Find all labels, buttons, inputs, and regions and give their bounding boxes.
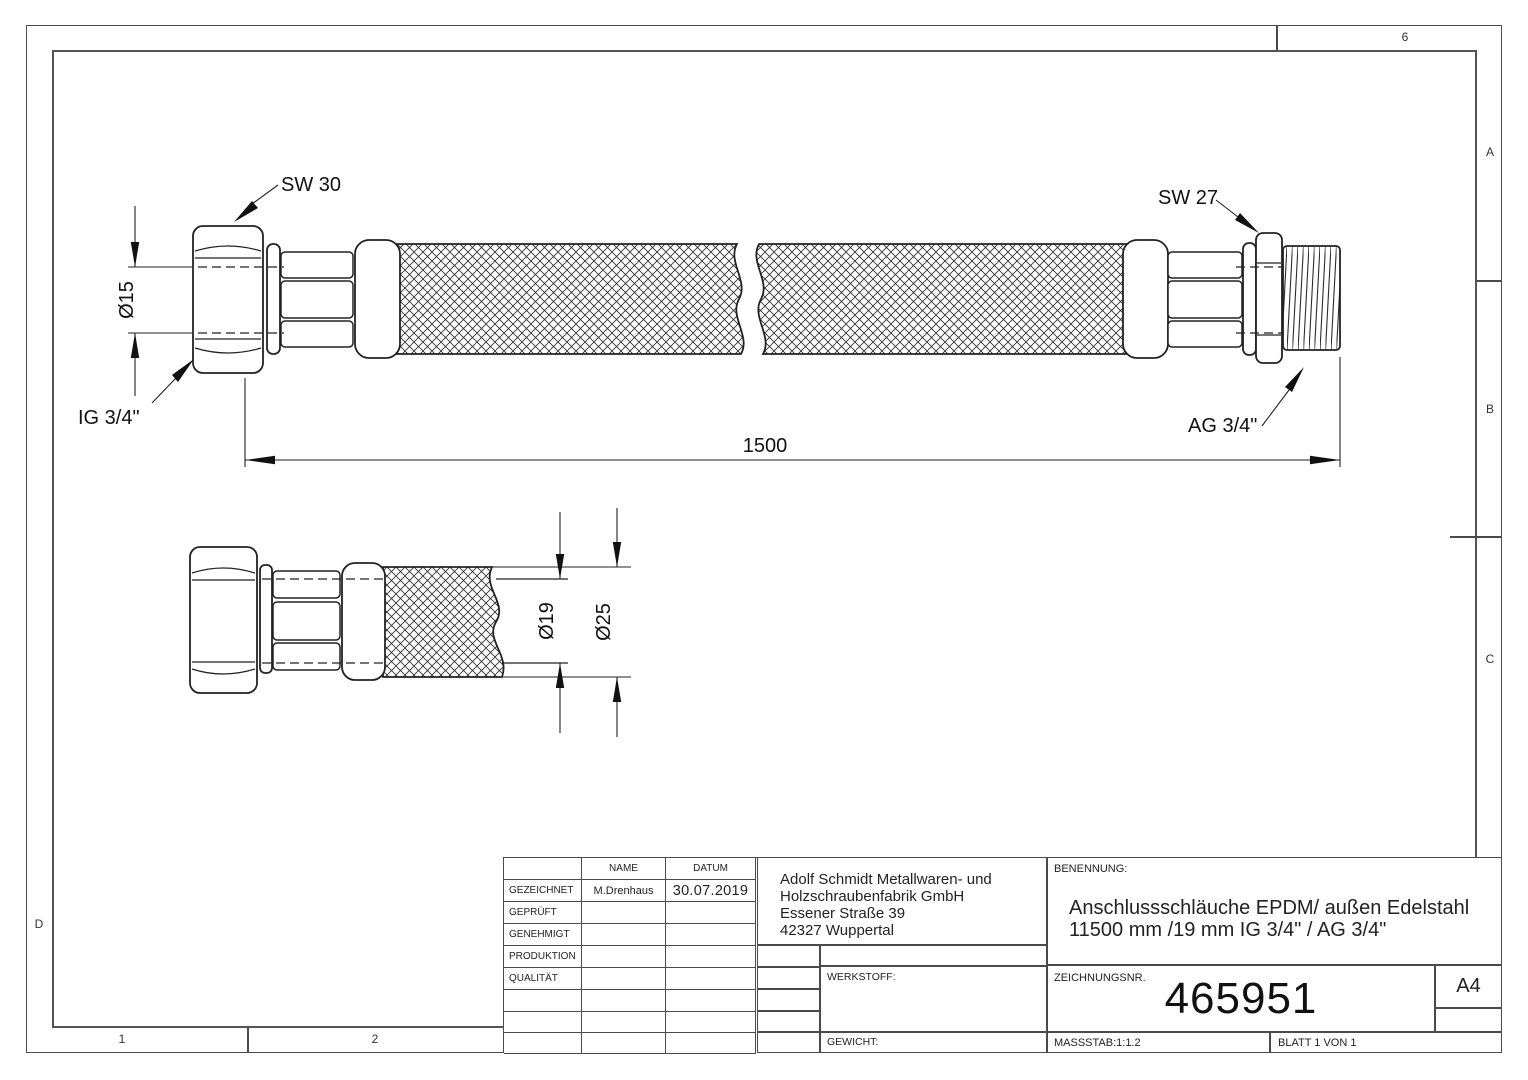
length-text: 1500 xyxy=(742,435,788,457)
hex-nut-detail xyxy=(190,547,257,693)
empty-cell xyxy=(820,945,1047,966)
hex-nut-left xyxy=(193,226,263,373)
braided-sleeve-detail xyxy=(383,567,504,677)
dia15-text: Ø15 xyxy=(116,281,138,319)
benennung-line1: Anschlussschläuche EPDM/ außen Edelstahl xyxy=(1069,897,1470,919)
empty-cell xyxy=(757,1011,820,1032)
sleeve-cap-right xyxy=(1123,240,1168,358)
crimp-ferrule-right xyxy=(1168,252,1242,347)
svg-text:IG 3/4": IG 3/4" xyxy=(78,407,140,429)
zone-label-2: 2 xyxy=(371,1032,379,1046)
geprueft-name xyxy=(582,902,666,924)
label-ag34 xyxy=(1188,367,1304,437)
empty-cell xyxy=(1435,1008,1502,1032)
zone-label-a: A xyxy=(1485,145,1494,159)
zone-label-c: C xyxy=(1485,652,1495,666)
benennung-box xyxy=(1047,857,1502,965)
braided-sleeve-right xyxy=(756,244,1126,354)
benennung-line2: 11500 mm /19 mm IG 3/4" / AG 3/4" xyxy=(1069,918,1387,941)
dimension-dia19 xyxy=(536,512,564,733)
dia19-text: Ø19 xyxy=(536,602,558,640)
company-line: Adolf Schmidt Metallwaren- und xyxy=(780,871,992,888)
crimp-ferrule-left xyxy=(281,252,353,347)
datum-header: DATUM xyxy=(666,858,756,880)
empty-cell xyxy=(757,967,820,989)
empty-cell xyxy=(504,990,582,1012)
crimp-ferrule-detail xyxy=(273,571,340,670)
produktion-date xyxy=(666,946,756,968)
name-header: NAME xyxy=(582,858,666,880)
svg-text:SW 30: SW 30 xyxy=(281,174,342,196)
dimension-1500 xyxy=(245,357,1340,467)
male-thread xyxy=(1283,246,1340,350)
empty-cell xyxy=(666,1012,756,1033)
row-label-genehmigt: GENEHMIGT xyxy=(504,924,582,946)
qualitaet-name xyxy=(582,968,666,990)
geprueft-date xyxy=(666,902,756,924)
zeichnungsnr-value: 465951 xyxy=(1164,974,1318,1023)
main-view xyxy=(78,174,1340,467)
zeichnungsnr-box xyxy=(1047,965,1435,1032)
blatt-box: BLATT 1 VON 1 xyxy=(1270,1032,1502,1053)
dimension-dia15 xyxy=(116,206,192,396)
produktion-name xyxy=(582,946,666,968)
zone-label-1: 1 xyxy=(118,1032,126,1046)
qualitaet-date xyxy=(666,968,756,990)
row-label-geprueft: GEPRÜFT xyxy=(504,902,582,924)
company-line: Essener Straße 39 xyxy=(780,905,906,922)
label-sw27 xyxy=(1158,187,1259,233)
empty-cell xyxy=(582,1012,666,1033)
label-sw30 xyxy=(234,174,341,222)
gezeichnet-name: M.Drenhaus xyxy=(582,880,666,902)
empty-cell xyxy=(582,1033,666,1054)
company-block xyxy=(757,857,1047,945)
empty-cell xyxy=(757,945,820,967)
zone-label-b: B xyxy=(1485,402,1494,416)
collar-right xyxy=(1243,243,1256,355)
row-label-qualitaet: QUALITÄT xyxy=(504,968,582,990)
svg-text:SW 27: SW 27 xyxy=(1158,187,1219,209)
row-label-gezeichnet: GEZEICHNET xyxy=(504,880,582,902)
hex-nut-right xyxy=(1256,233,1282,363)
genehmigt-date xyxy=(666,924,756,946)
benennung-text xyxy=(1069,898,1469,941)
approvals-table xyxy=(503,857,757,1053)
dimension-dia25 xyxy=(593,508,621,737)
label-ig34 xyxy=(78,359,194,429)
row-label-produktion: PRODUKTION xyxy=(504,946,582,968)
dia25-text: Ø25 xyxy=(593,603,615,641)
werkstoff-box: WERKSTOFF: xyxy=(820,966,1047,1032)
braided-sleeve-left xyxy=(396,244,744,354)
empty-cell xyxy=(504,1033,582,1054)
empty-cell xyxy=(666,990,756,1012)
zeichnungsnr-label: ZEICHNUNGSNR. xyxy=(1054,972,1146,984)
company-line: Holzschraubenfabrik GmbH xyxy=(780,888,965,905)
massstab-box: MASSSTAB:1:1.2 xyxy=(1047,1032,1270,1053)
collar-left xyxy=(267,244,280,354)
collar-detail xyxy=(260,565,272,673)
company-line: 42327 Wuppertal xyxy=(780,922,894,939)
zone-label-6: 6 xyxy=(1401,30,1409,44)
detail-view xyxy=(190,508,631,737)
gezeichnet-date: 30.07.2019 xyxy=(666,880,756,902)
empty-cell xyxy=(504,858,582,880)
format-box: A4 xyxy=(1435,965,1502,1008)
genehmigt-name xyxy=(582,924,666,946)
empty-cell xyxy=(757,1032,820,1053)
empty-cell xyxy=(582,990,666,1012)
svg-text:AG 3/4": AG 3/4" xyxy=(1188,415,1258,437)
benennung-label: BENENNUNG: xyxy=(1054,863,1128,875)
zone-label-d: D xyxy=(34,917,44,931)
sleeve-cap-left xyxy=(355,240,400,358)
empty-cell xyxy=(504,1012,582,1033)
empty-cell xyxy=(666,1033,756,1054)
gewicht-box: GEWICHT: xyxy=(820,1032,1047,1053)
empty-cell xyxy=(757,989,820,1011)
